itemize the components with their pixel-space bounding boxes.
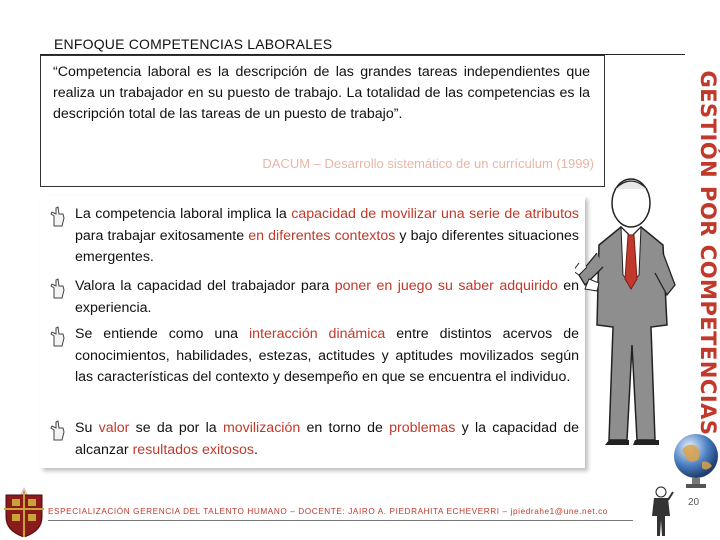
highlight-text: problemas <box>389 420 456 436</box>
footer-rule <box>48 520 633 521</box>
pointing-hand-icon <box>48 326 68 348</box>
highlight-text: poner en juego su saber adquirido <box>334 278 558 294</box>
bullet-text <box>75 420 579 458</box>
bullet-item <box>40 204 585 269</box>
highlight-text: capacidad de movilizar una serie de atributos <box>291 206 579 222</box>
bullet-text-segment: . <box>254 441 258 458</box>
pointing-hand-icon <box>48 420 68 442</box>
bullet-item <box>40 418 585 461</box>
bullet-text <box>75 278 579 316</box>
bullet-text-segment: y la capacidad de alcanzar <box>75 420 579 458</box>
bullet-item <box>40 324 585 389</box>
quote-text: “Competencia laboral es la descripción de las grandes tareas independientes que realiza un trabajador en su puesto de trabajo. La totalidad de las competencias es la descripción total de las tareas de un puesto de trabajo”. <box>53 64 590 122</box>
highlight-text: valor <box>98 420 130 436</box>
bullet-text-segment: Se entiende como una <box>75 326 249 342</box>
highlight-text: resultados exitosos <box>132 441 255 458</box>
page-number: 20 <box>688 497 700 508</box>
highlight-text: interacción dinámica <box>248 326 386 342</box>
bullet-text-segment: La competencia laboral implica la <box>75 206 292 222</box>
bullet-text-segment: entre distintos acervos de conocimientos, habilidades, estezas, actitudes y aptitudes movilizados según las características del contexto y desempeño en que se encuentra el individuo. <box>75 326 579 385</box>
vertical-title-text: GESTIÓN POR COMPETENCIAS <box>696 70 720 436</box>
slide-title: ENFOQUE COMPETENCIAS LABORALES <box>54 36 333 52</box>
presenter-illustration <box>575 175 683 445</box>
quote-box <box>40 55 605 187</box>
bullet-text-segment: se da por la <box>129 420 223 436</box>
quote-source: DACUM – Desarrollo sistemático de un currículum (1999) <box>262 156 594 171</box>
bullet-text <box>75 326 579 385</box>
vertical-title <box>688 70 720 436</box>
bullet-list <box>40 196 585 468</box>
footer-text: ESPECIALIZACIÓN GERENCIA DEL TALENTO HUMANO – DOCENTE: JAIRO A. PIEDRAHITA ECHEVERRI – jpiedrahe1@une.net.co <box>48 507 608 516</box>
highlight-text: en diferentes contextos <box>248 227 396 244</box>
bullet-text-segment: y bajo diferentes situaciones emergentes. <box>75 227 579 265</box>
bullet-text-segment: Valora la capacidad del trabajador para <box>75 278 335 294</box>
bullet-text-segment: Su <box>75 420 99 436</box>
bullet-item <box>40 276 585 319</box>
bullet-text <box>75 206 579 265</box>
bullet-text-segment: en experiencia. <box>75 278 579 316</box>
institution-shield-logo <box>2 487 46 537</box>
globe-icon <box>672 432 720 490</box>
pointing-hand-icon <box>48 278 68 300</box>
highlight-text: movilización <box>222 420 301 436</box>
bullet-text-segment: en torno de <box>300 420 390 436</box>
bullet-text-segment: para trabajar exitosamente <box>75 227 249 244</box>
pointing-hand-icon <box>48 206 68 228</box>
small-person-icon <box>648 486 674 538</box>
